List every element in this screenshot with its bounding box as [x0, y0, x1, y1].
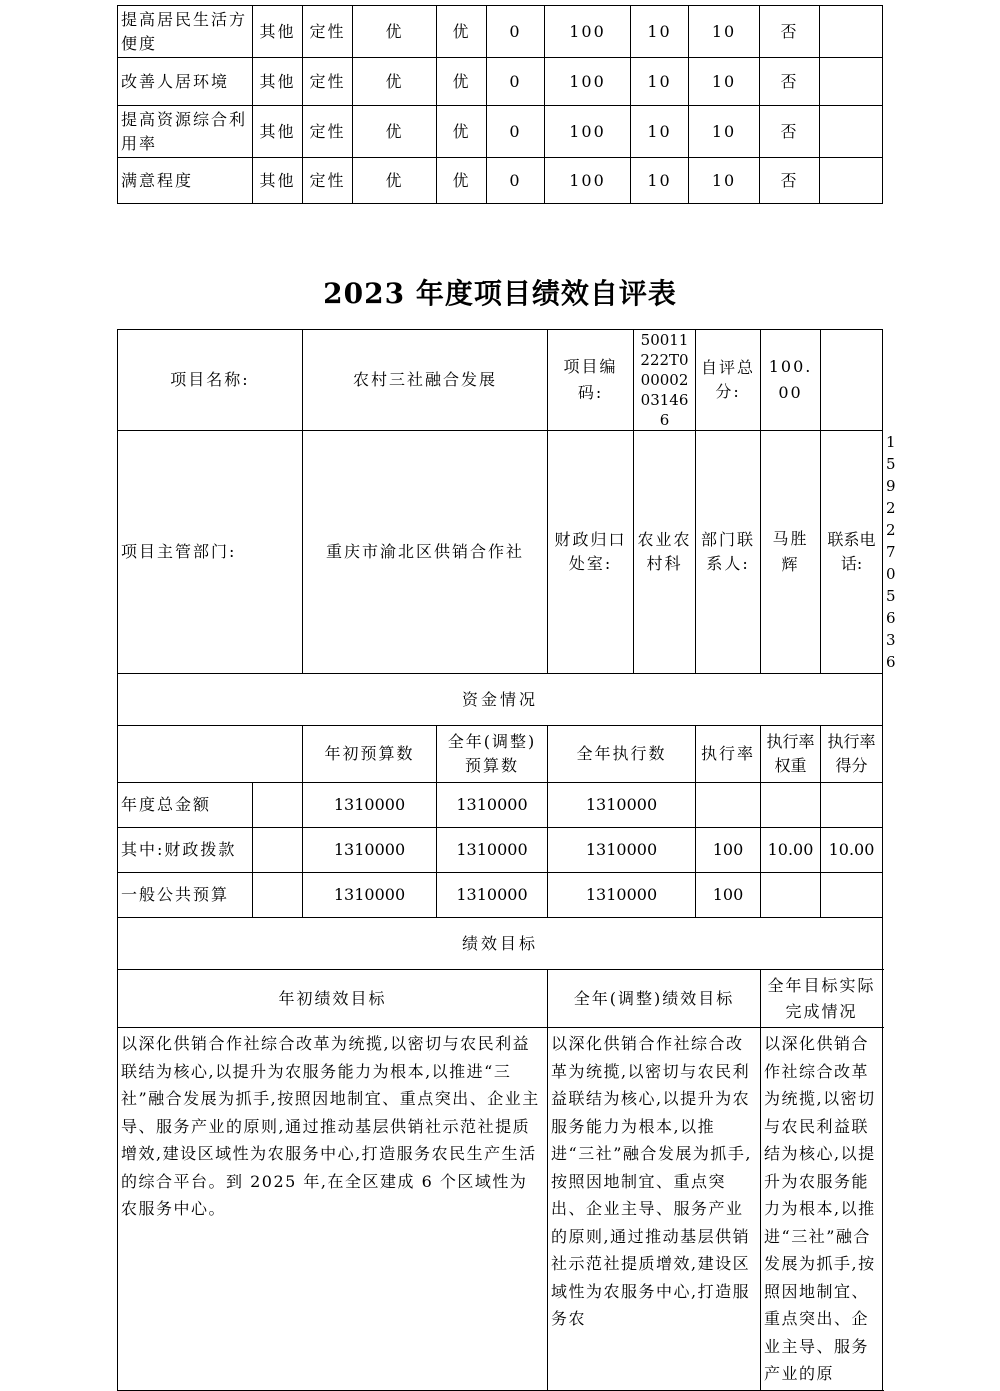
empty-cell [253, 783, 303, 828]
funds-executed: 1310000 [548, 783, 696, 828]
indicator-name: 满意程度 [118, 158, 253, 204]
goals-header-adjusted: 全年(调整)绩效目标 [548, 970, 761, 1028]
project-name-row [118, 330, 883, 431]
empty-cell [253, 873, 303, 918]
funds-adjusted: 1310000 [437, 783, 548, 828]
indicator-name: 改善人居环境 [118, 58, 253, 106]
self-score-value: 100.00 [761, 330, 821, 431]
empty-cell [118, 726, 303, 783]
indicator-actual: 优 [437, 158, 487, 204]
table-row [118, 106, 883, 158]
department-row: 项目主管部门: 重庆市渝北区供销合作社 财政归口处室: 农业农村科 部门联系人: 马胜辉 联系电话: 15922705636 [118, 431, 883, 674]
indicator-flag: 否 [760, 106, 820, 158]
indicator-deviation: 0 [487, 6, 545, 58]
funds-section-header: 资金情况 [118, 674, 883, 726]
goals-header-initial: 年初绩效目标 [118, 970, 548, 1028]
indicator-table [117, 5, 883, 204]
indicator-score: 10 [689, 158, 760, 204]
funds-header-rate: 执行率 [696, 726, 761, 783]
indicator-extra [820, 158, 883, 204]
indicator-name: 提高资源综合利用率 [118, 106, 253, 158]
funds-header-row [118, 726, 883, 783]
indicator-weight: 10 [631, 6, 689, 58]
funds-row-label: 年度总金额 [118, 783, 253, 828]
self-evaluation-table [117, 329, 896, 1391]
indicator-deviation: 0 [487, 106, 545, 158]
funds-row-label: 其中:财政拨款 [118, 828, 253, 873]
funds-header-score: 执行率得分 [821, 726, 883, 783]
funds-header-adjusted: 全年(调整)预算数 [437, 726, 548, 783]
department-label: 项目主管部门: [118, 431, 303, 674]
funds-initial: 1310000 [303, 783, 437, 828]
funds-row-label: 一般公共预算 [118, 873, 253, 918]
indicator-weight: 10 [631, 106, 689, 158]
indicator-type: 其他 [253, 58, 303, 106]
indicator-flag: 否 [760, 158, 820, 204]
indicator-nature: 定性 [303, 58, 353, 106]
contact-label: 部门联系人: [696, 431, 761, 674]
goals-header-actual: 全年目标实际完成情况 [761, 970, 883, 1028]
indicator-extra [820, 58, 883, 106]
project-name-value: 农村三社融合发展 [303, 330, 548, 431]
funds-weight [761, 783, 821, 828]
indicator-nature: 定性 [303, 106, 353, 158]
indicator-target: 优 [353, 106, 437, 158]
indicator-target: 优 [353, 158, 437, 204]
funds-section-row [118, 674, 883, 726]
funds-score: 10.00 [821, 828, 883, 873]
funds-score [821, 873, 883, 918]
indicator-rate: 100 [545, 106, 631, 158]
funds-rate: 100 [696, 828, 761, 873]
goal-adjusted-text: 以深化供销合作社综合改革为统揽,以密切与农民利益联结为核心,以提升为农服务能力为根本,以推进“三社”融合发展为抓手,按照因地制宜、重点突出、企业主导、服务产业的原则,通过推动基层供销社示范社提质增效,建设区域性为农服务中心,打造服务农 [551, 1034, 752, 1328]
indicator-extra [820, 106, 883, 158]
table-row [118, 828, 883, 873]
indicator-deviation: 0 [487, 158, 545, 204]
indicator-nature: 定性 [303, 6, 353, 58]
goals-section-header: 绩效目标 [118, 918, 883, 970]
indicator-score: 10 [689, 58, 760, 106]
indicator-target: 优 [353, 6, 437, 58]
indicator-nature: 定性 [303, 158, 353, 204]
self-score-label: 自评总分: [696, 330, 761, 431]
indicator-type: 其他 [253, 6, 303, 58]
indicator-deviation: 0 [487, 58, 545, 106]
funds-adjusted: 1310000 [437, 828, 548, 873]
department-value: 重庆市渝北区供销合作社 [303, 431, 548, 674]
empty-cell [253, 828, 303, 873]
table-row [118, 58, 883, 106]
indicator-score: 10 [689, 106, 760, 158]
indicator-rate: 100 [545, 58, 631, 106]
table-row [118, 873, 883, 918]
indicator-weight: 10 [631, 158, 689, 204]
page-title: 2023 年度项目绩效自评表 [323, 277, 677, 310]
indicator-actual: 优 [437, 58, 487, 106]
funds-executed: 1310000 [548, 828, 696, 873]
table-row [118, 783, 883, 828]
funds-initial: 1310000 [303, 828, 437, 873]
indicator-rate: 100 [545, 158, 631, 204]
funds-header-executed: 全年执行数 [548, 726, 696, 783]
indicator-actual: 优 [437, 106, 487, 158]
funds-rate [696, 783, 761, 828]
contact-value: 马胜辉 [761, 431, 821, 674]
empty-cell [821, 330, 883, 431]
indicator-name: 提高居民生活方便度 [118, 6, 253, 58]
funds-weight: 10.00 [761, 828, 821, 873]
indicator-rate: 100 [545, 6, 631, 58]
indicator-type: 其他 [253, 158, 303, 204]
indicator-target: 优 [353, 58, 437, 106]
project-name-label: 项目名称: [118, 330, 303, 431]
funds-header-initial: 年初预算数 [303, 726, 437, 783]
project-code-value: 50011222T000002031466 [634, 330, 696, 431]
indicator-flag: 否 [760, 6, 820, 58]
funds-score [821, 783, 883, 828]
goal-initial-text: 以深化供销合作社综合改革为统揽,以密切与农民利益联结为核心,以提升为农服务能力为根本,以推进“三社”融合发展为抓手,按照因地制宜、重点突出、企业主导、服务产业的原则,通过推动基层供销社示范社提质增效,建设区域性为农服务中心,打造服务农民生产生活的综合平台。到 2025 年,在全区建成 6 个区域性为农服务中心。 [121, 1034, 540, 1218]
phone-label: 联系电话: [821, 431, 883, 674]
goal-actual-text: 以深化供销合作社综合改革为统揽,以密切与农民利益联结为核心,以提升为农服务能力为根本,以推进“三社”融合发展为抓手,按照因地制宜、重点突出、企业主导、服务产业的原 [764, 1034, 876, 1383]
indicator-flag: 否 [760, 58, 820, 106]
goals-header-row [118, 970, 883, 1028]
indicator-extra [820, 6, 883, 58]
goals-section-row [118, 918, 883, 970]
funds-initial: 1310000 [303, 873, 437, 918]
table-row [118, 158, 883, 204]
goals-content-row [118, 1028, 883, 1391]
project-code-label: 项目编码: [548, 330, 634, 431]
funds-rate: 100 [696, 873, 761, 918]
indicator-type: 其他 [253, 106, 303, 158]
finance-office-value: 农业农村科 [634, 431, 696, 674]
indicator-score: 10 [689, 6, 760, 58]
finance-office-label: 财政归口处室: [548, 431, 634, 674]
funds-executed: 1310000 [548, 873, 696, 918]
table-row [118, 6, 883, 58]
funds-header-weight: 执行率权重 [761, 726, 821, 783]
funds-weight [761, 873, 821, 918]
indicator-actual: 优 [437, 6, 487, 58]
indicator-weight: 10 [631, 58, 689, 106]
funds-adjusted: 1310000 [437, 873, 548, 918]
